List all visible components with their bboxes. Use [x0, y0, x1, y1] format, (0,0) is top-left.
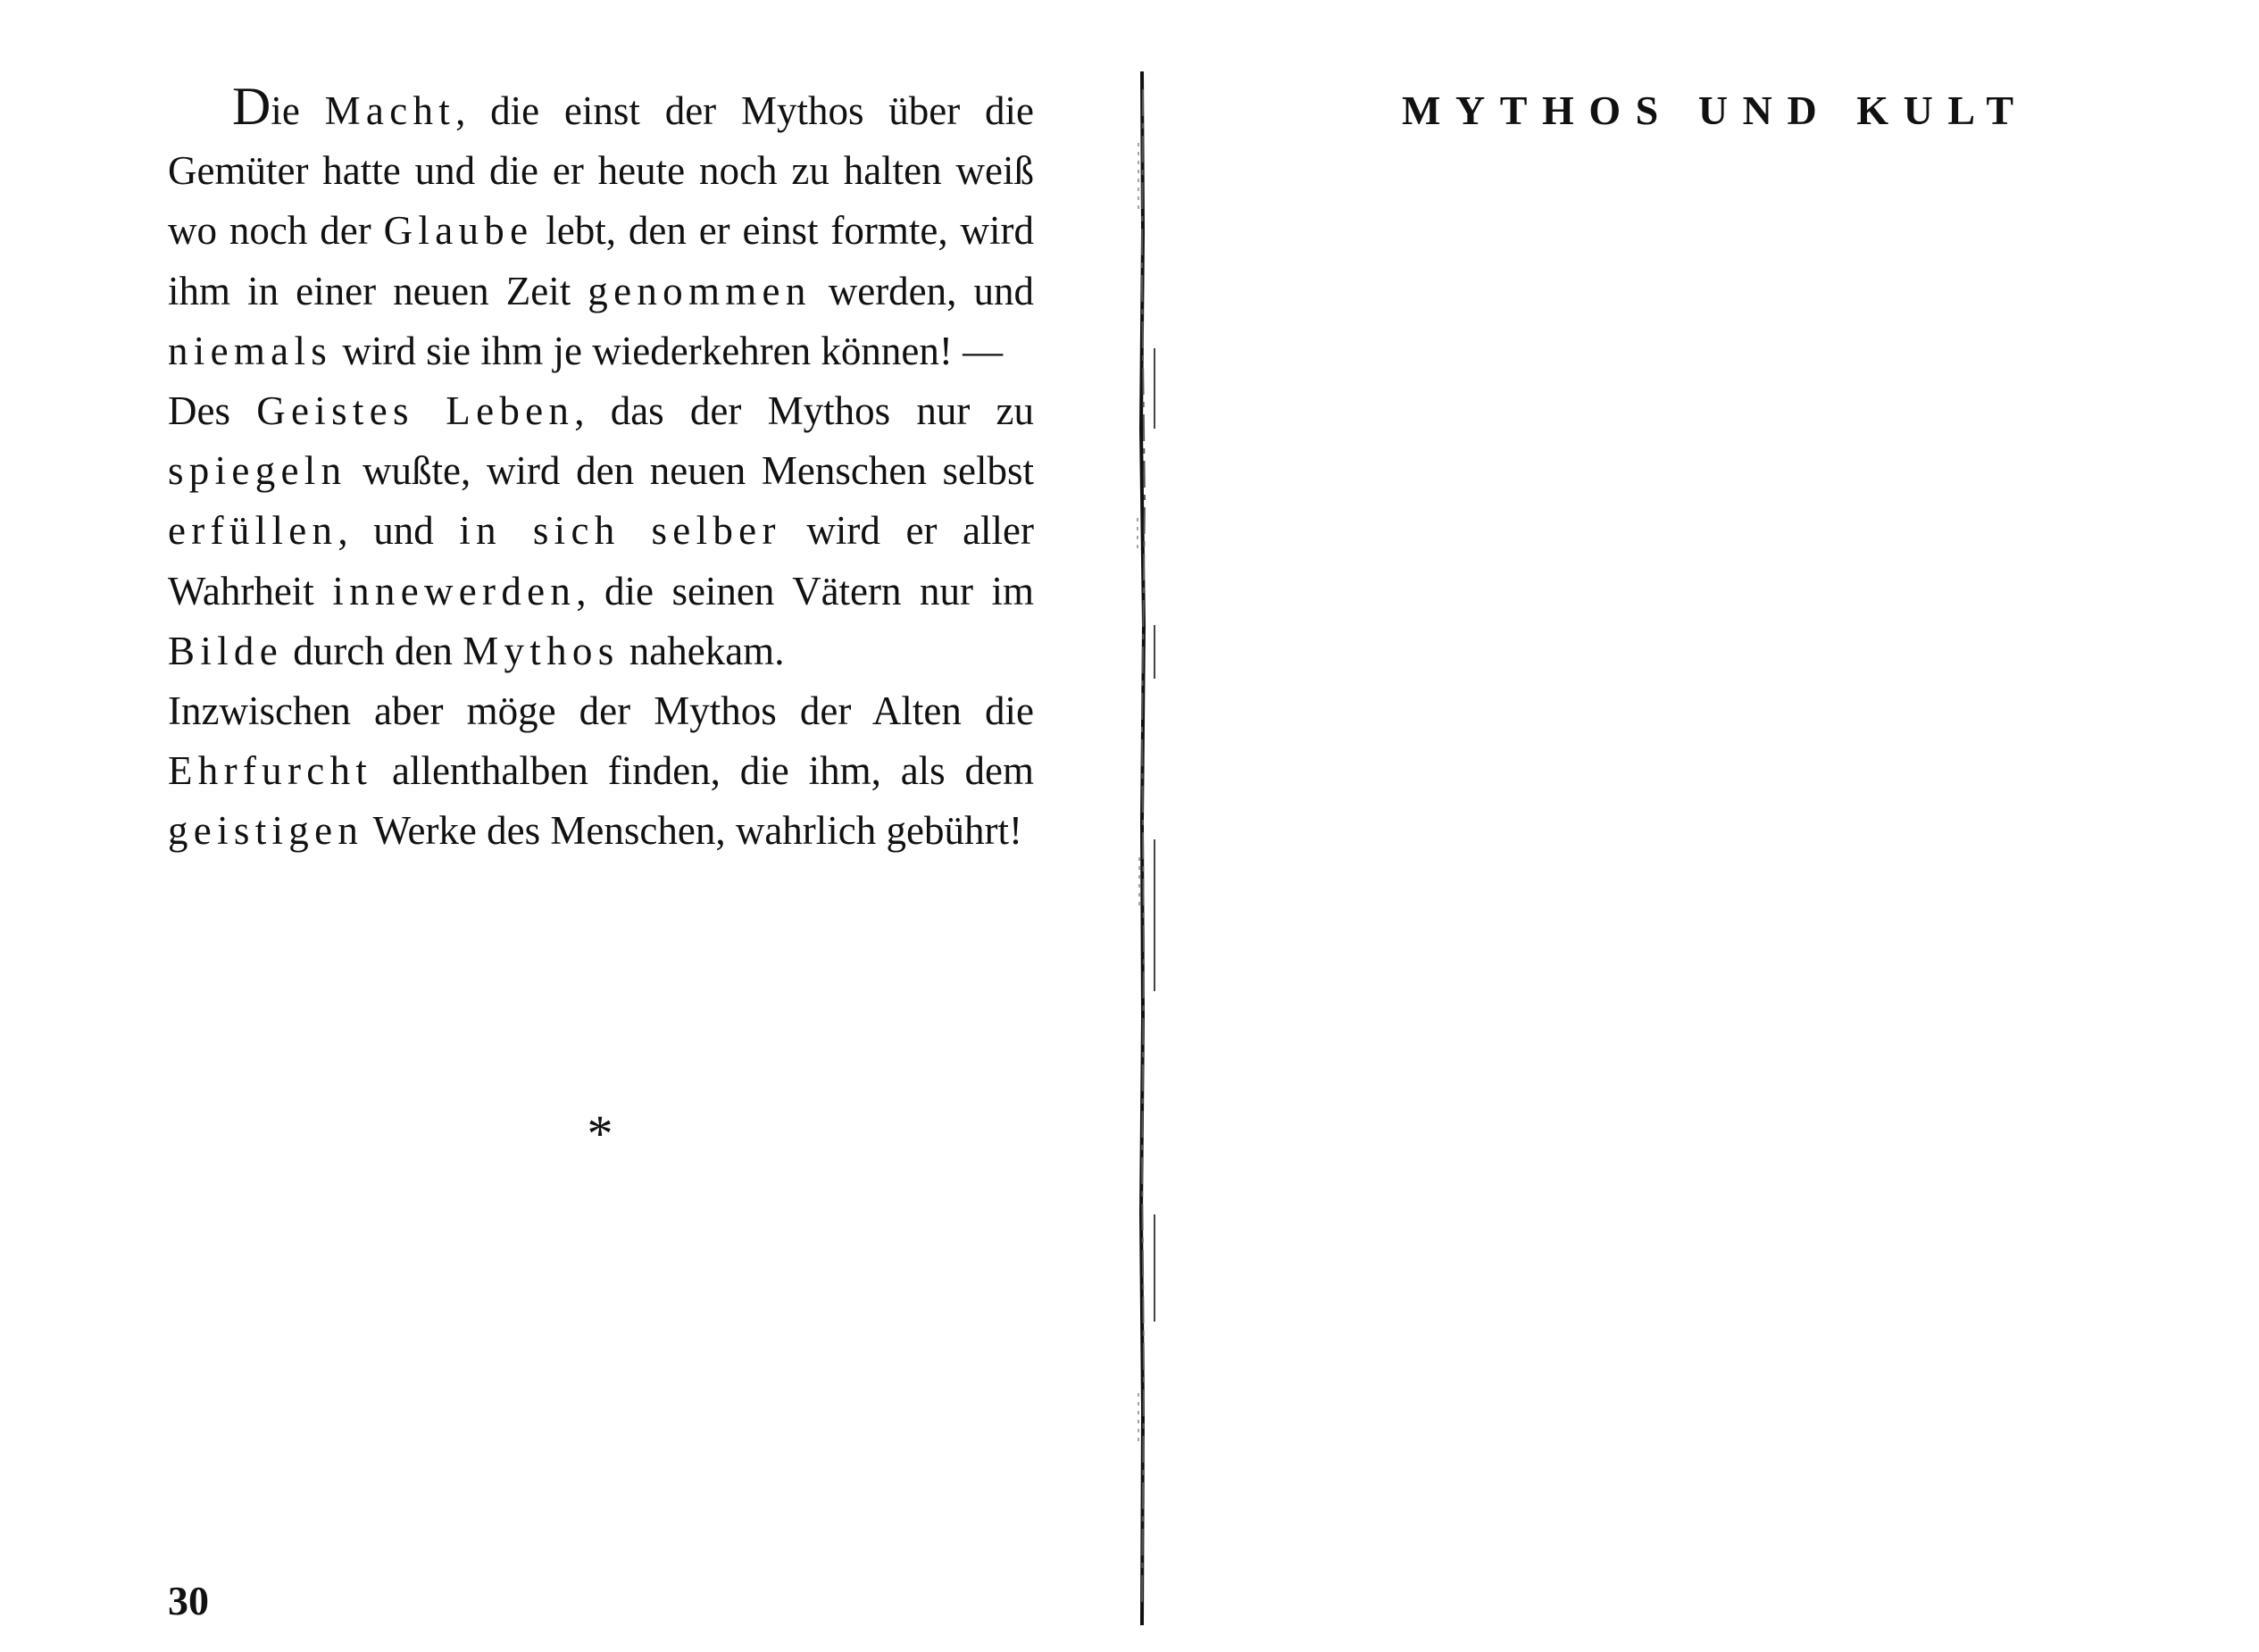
text-run: lebt, den er einst formte, wird ihm in einer neuen Zeit [168, 208, 1034, 313]
text-run: ie [271, 88, 325, 133]
text-run: nahekam. [619, 628, 785, 673]
text-run: , die einst der Mythos über die Gemüter hatte und die er heute noch zu halten weiß wo noch der [168, 88, 1034, 254]
paragraph [168, 381, 1034, 681]
text-run: , das der Mythos nur zu [574, 388, 1034, 434]
right-page [1130, 0, 2259, 1652]
text-run: wird er aller Wahrheit [168, 508, 1035, 613]
text-run: durch den [283, 628, 463, 673]
body-text [168, 77, 1034, 862]
spaced-emphasis: spiegeln [168, 448, 347, 494]
text-run: , und [338, 508, 460, 554]
page-number: 30 [168, 1578, 209, 1623]
spaced-emphasis: Geistes Leben [256, 388, 575, 434]
spaced-emphasis: niemals [168, 328, 333, 373]
text-run: Inzwischen aber möge der Mythos der Alten die [168, 688, 1034, 734]
text-run: Des [168, 388, 257, 434]
spaced-emphasis: innewerden [332, 568, 577, 613]
spaced-emphasis: in sich selber [459, 508, 781, 554]
text-run: , die seinen Vätern nur im [576, 568, 1035, 613]
text-run: allenthalben finden, die ihm, als dem [372, 748, 1034, 794]
text-run: wußte, wird den neuen Menschen selbst [346, 448, 1034, 494]
paragraph [168, 77, 1034, 381]
spaced-emphasis: erfüllen [168, 508, 338, 554]
spaced-emphasis: Mythos [463, 628, 620, 673]
running-head: MYTHOS UND KULT [1402, 88, 2029, 133]
spaced-emphasis: Bilde [168, 628, 283, 673]
paragraph [168, 681, 1034, 862]
text-run: werden, und [811, 268, 1034, 313]
spaced-emphasis: Ehrfurcht [168, 748, 373, 794]
spaced-emphasis: genommen [588, 268, 812, 313]
initial-letter: D [232, 77, 271, 136]
section-separator: * [587, 1105, 613, 1163]
spaced-emphasis: Glaube [383, 208, 534, 254]
text-run: Werke des Menschen, wahrlich gebührt! [363, 808, 1022, 854]
spaced-emphasis: Macht [324, 88, 456, 133]
spaced-emphasis: geistigen [168, 808, 364, 854]
text-run: wird sie ihm je wiederkehren können! — [332, 328, 1004, 373]
